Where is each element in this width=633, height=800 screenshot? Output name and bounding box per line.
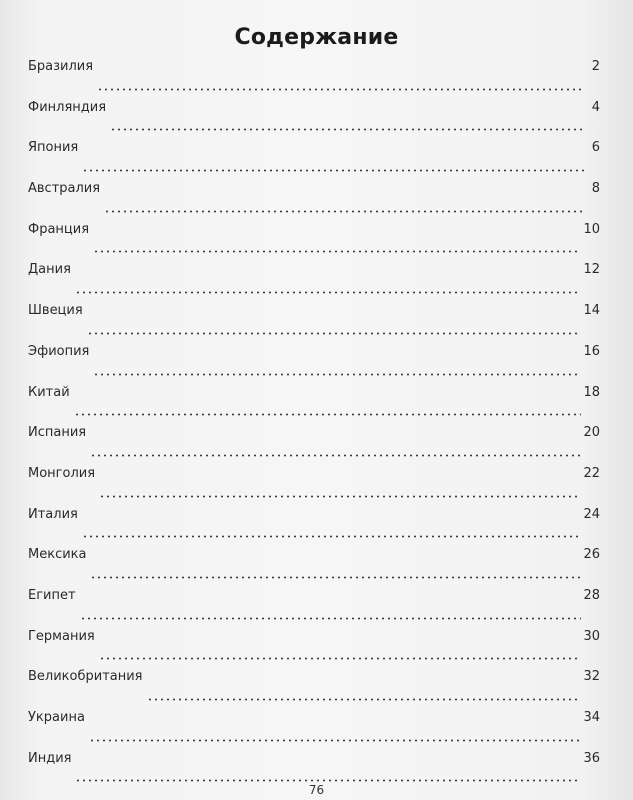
dot-leader [90, 454, 581, 457]
toc-entry-name: Дания [28, 262, 71, 278]
toc-entry-page: 14 [583, 303, 600, 319]
toc-entry-page: 20 [583, 425, 600, 441]
toc-entry-page: 10 [583, 221, 600, 237]
toc-entry-page: 26 [583, 547, 600, 563]
dot-leader [74, 413, 582, 416]
toc-entry [28, 342, 600, 383]
dot-leader [93, 250, 581, 253]
dot-leader [99, 495, 581, 498]
toc-entry [28, 179, 600, 220]
toc-entry [28, 708, 600, 749]
dot-leader [82, 169, 584, 172]
toc-entry-page: 6 [591, 140, 600, 156]
toc-entry-name: Франция [28, 221, 90, 237]
toc-entry-name: Бразилия [28, 59, 94, 74]
toc-entry-name: Украина [28, 710, 85, 725]
dot-leader [82, 535, 582, 538]
dot-leader [90, 576, 581, 579]
toc-entry [28, 138, 600, 179]
toc-entry [28, 57, 600, 98]
dot-leader [87, 332, 582, 335]
dot-leader [75, 779, 581, 782]
dot-leader [97, 88, 584, 91]
toc-entry-name: Швеция [28, 303, 83, 319]
toc-entry-name: Италия [28, 506, 78, 522]
toc-entry-page: 2 [591, 59, 600, 74]
dot-leader [104, 210, 584, 213]
toc-entry-name: Финляндия [28, 99, 107, 115]
dot-leader [93, 373, 581, 376]
toc-entry-page: 16 [583, 343, 600, 359]
toc-entry-page: 32 [583, 669, 600, 685]
toc-entry-name: Мексика [28, 547, 87, 563]
toc-entry-page: 22 [583, 465, 600, 481]
toc-entry [28, 423, 600, 464]
toc-entry-name: Япония [28, 140, 79, 156]
dot-leader [80, 617, 582, 620]
toc-entry-name: Испания [28, 425, 87, 441]
toc-entry [28, 627, 600, 668]
page-number: 76 [308, 783, 325, 797]
toc-entry-name: Китай [28, 384, 70, 400]
toc-entry-page: 30 [583, 628, 600, 644]
toc-entry-page: 28 [583, 587, 600, 603]
toc-entry-name: Эфиопия [28, 343, 90, 359]
toc-entry-page: 4 [591, 99, 600, 115]
toc-entry [28, 667, 600, 708]
toc-entry-name: Великобритания [28, 669, 143, 685]
toc-entry-name: Австралия [28, 181, 101, 197]
toc-entry-name: Монголия [28, 465, 96, 481]
toc-entry [28, 586, 600, 627]
toc-entry-page: 36 [583, 750, 600, 766]
toc-entry-page: 18 [583, 384, 600, 400]
page-title: Содержание [234, 24, 399, 50]
dot-leader [147, 698, 582, 701]
dot-leader [110, 128, 584, 131]
toc-entry-name: Германия [28, 628, 95, 644]
toc-entry [28, 383, 600, 424]
toc-entry-page: 24 [583, 506, 600, 522]
toc-entry [28, 260, 600, 301]
toc-entry [28, 505, 600, 546]
toc-entry [28, 220, 600, 261]
toc-entry-page: 12 [583, 262, 600, 278]
toc-entry [28, 545, 600, 586]
toc-entry-name: Египет [28, 587, 76, 603]
toc-entry [28, 464, 600, 505]
dot-leader [99, 657, 582, 660]
toc-entry [28, 98, 600, 139]
dot-leader [75, 291, 582, 294]
toc-entry-name: Индия [28, 750, 72, 766]
toc-entry [28, 301, 600, 342]
dot-leader [89, 739, 582, 742]
toc-entry-page: 8 [591, 181, 600, 197]
table-of-contents [28, 57, 600, 789]
toc-entry-page: 34 [583, 710, 600, 725]
